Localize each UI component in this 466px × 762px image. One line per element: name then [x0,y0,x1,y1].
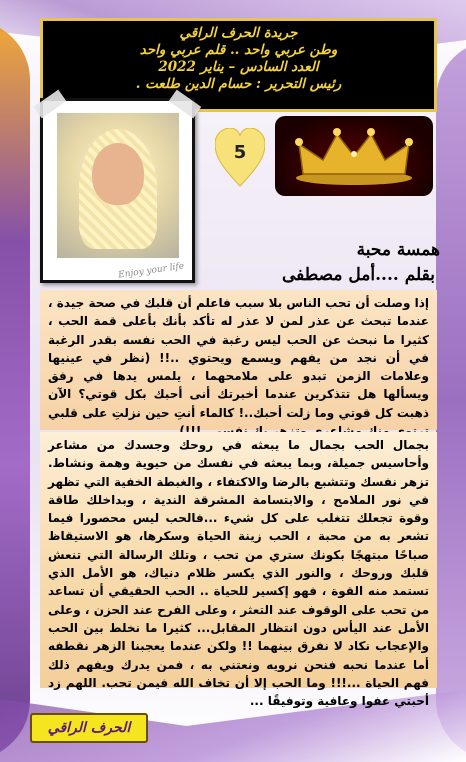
article-byline: بقلم ....أمل مصطفى [281,265,435,285]
issue-badge-number: 5 [233,142,247,163]
newspaper-name: جريدة الحرف الراقي [179,25,298,41]
newspaper-logo [30,713,148,743]
article-paragraph-2: بجمال الحب بجمال ما يبعثه في روحك وجسدك من مشاعر وأحاسيس جميلة، وبما يبعثه في نفسك من حيوية وهمة ونشاط. تزهر نفسك وتتشبع بالرضا والاكتفاء ، والغبطة الخفية التي تظهر في نور الملامح ، والابتسامة المشرقة الندية ، وبداخلك طاقة وقوة تجعلك تتغلب على كل شيء ...فالحب ليس محصورا فيما تشعر به من محبة ، الحب زينة الحياة وسكرها، هو الاستيقاظ صباحًا مبتهجًا بكونك ستري من تحب ، وتلك الرسالة التي تنعش قلبك وروحك ، والنور الذي يكسر ظلام دنياك، هو الأمل الذي تستمد منه القوة ، فهو إكسير للحياة .. الحب الحقيقي أن تساعد من تحب على الوقوف عند التعثر ، وعلى الفرح عند الحزن ، وعلى الأمل عند اليأس دون انتظار المقابل... كثيرا ما نخلط بين الحب والإعجاب نكاد لا نفرق بينهما !! ولكن عندما يعجبنا الزهر نقطفه أما عندما نحبه فنحن نرويه ونعتني به ، فمن يدرك ويفهم ذلك فهم الحياة ...!!! وما الحب إلا أن تخاف الله فيمن تحب. اللهم زد أحبتي عفوا وعافية وتوفيقًا ... [40,432,437,688]
decorative-left-wave [0,20,30,760]
newspaper-logo-text: الحرف الراقي [47,720,131,736]
editor-in-chief: رئيس التحرير : حسام الدين طلعت . [135,76,342,92]
crown-image [275,116,433,196]
photo-caption: Enjoy your life [117,261,185,281]
author-photo-frame [40,98,195,283]
article-paragraph-1: إذا وصلت أن تحب الناس بلا سبب فاعلم أن قلبك في صحة جيدة ، عندما تبحث عن عذر لمن لا عذر له تأكد بأنك بأعلى قمة الحب ، كثيرا ما نبحث عن الحب ليس رغبة في الحب نفسه بقدر الرغبة في أن نجد من يفهم ويسمع ويحتوي ..!! (نظر في عينيها وعلامات الزمن تبدو على ملامحهما ، يلمس يدها في رفق ويسألها هل تتذكرين عندما أخبرتك أنى أحبك بكل قوتي؟ الآن ذهبت كل قوتي وما زلت أحبك..! كالماء أنتِ حين نزلتِ على قلبي [40,290,437,430]
issue-info: العدد السادس – يناير 2022 [158,59,319,75]
article-title: همسة محبة [356,240,440,260]
decorative-right-wave [436,40,466,760]
newspaper-slogan: وطن عربي واحد .. قلم عربي واحد [139,42,338,58]
photo-face-shape [92,143,144,205]
author-photo [57,113,179,258]
crown-icon [275,116,433,196]
